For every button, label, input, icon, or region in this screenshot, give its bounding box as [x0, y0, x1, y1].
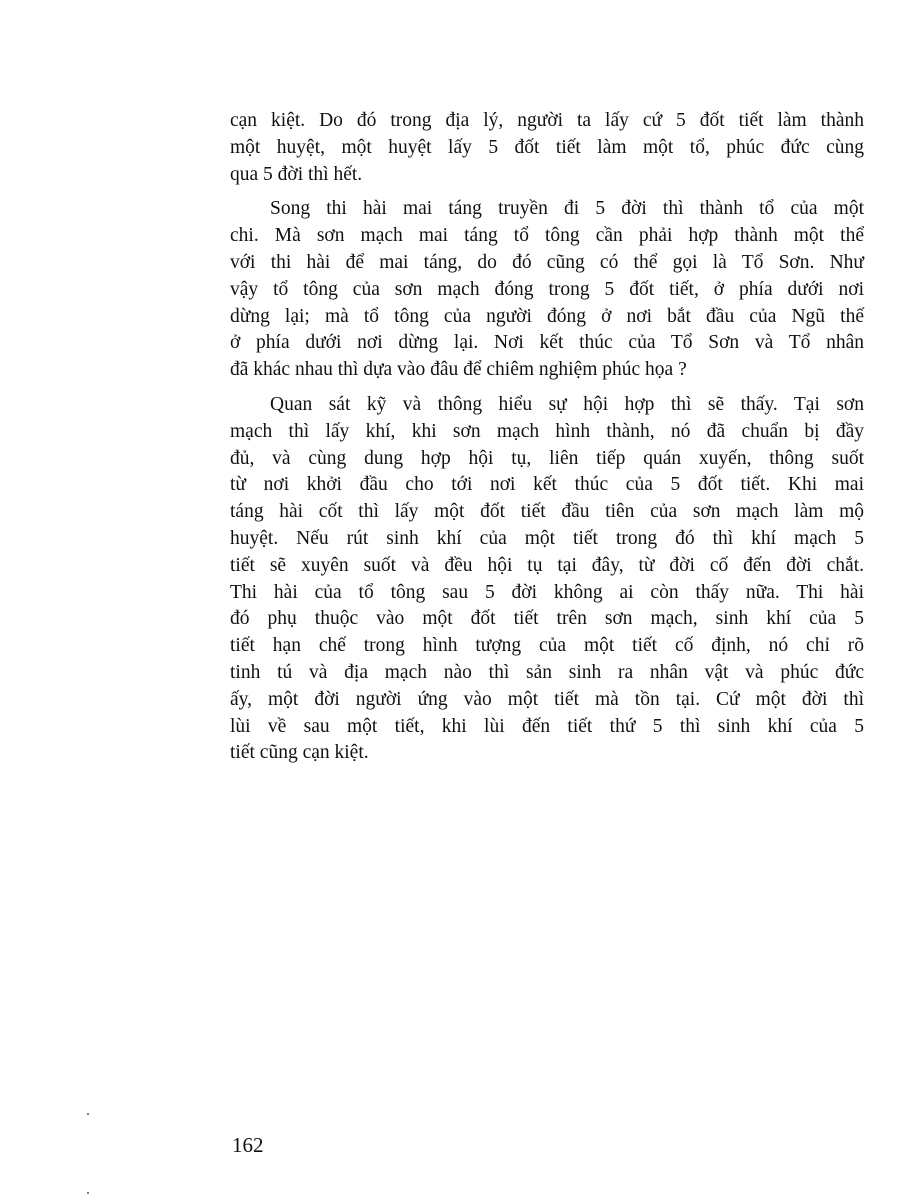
text-line: chi. Mà sơn mạch mai táng tổ tông cần phải hợp thành một thể — [230, 225, 864, 247]
text-line: ấy, một đời người ứng vào một tiết mà tồn tại. Cứ một đời thì — [230, 688, 864, 710]
scan-speck — [87, 1192, 89, 1194]
body-text — [230, 108, 864, 767]
text-line: một huyệt, một huyệt lấy 5 đốt tiết làm một tổ, phúc đức cùng — [230, 136, 864, 158]
text-line: vậy tổ tông của sơn mạch đóng trong 5 đốt tiết, ở phía dưới nơi — [230, 278, 864, 300]
text-line: táng hài cốt thì lấy một đốt tiết đầu tiên của sơn mạch làm mộ — [230, 501, 864, 523]
paragraph-1 — [230, 108, 864, 188]
text-line: qua 5 đời thì hết. — [230, 163, 363, 185]
text-line: Quan sát kỹ và thông hiểu sự hội hợp thì sẽ thấy. Tại sơn — [270, 393, 864, 415]
text-line: tinh tú và địa mạch nào thì sản sinh ra nhân vật và phúc đức — [230, 661, 864, 683]
text-line: tiết hạn chế trong hình tượng của một tiết cố định, nó chỉ rõ — [230, 635, 864, 657]
text-line: ở phía dưới nơi dừng lại. Nơi kết thúc của Tổ Sơn và Tổ nhân — [230, 332, 864, 354]
text-line: cạn kiệt. Do đó trong địa lý, người ta lấy cứ 5 đốt tiết làm thành — [230, 110, 864, 131]
text-line: tiết cũng cạn kiệt. — [230, 742, 369, 764]
page-number: 162 — [232, 1133, 264, 1157]
text-line: lùi về sau một tiết, khi lùi đến tiết thứ 5 thì sinh khí của 5 — [230, 715, 864, 737]
text-line: đã khác nhau thì dựa vào đâu để chiêm nghiệm phúc họa ? — [230, 359, 687, 381]
text-line: Thi hài của tổ tông sau 5 đời không ai còn thấy nữa. Thi hài — [230, 581, 864, 603]
text-line: từ nơi khởi đầu cho tới nơi kết thúc của 5 đốt tiết. Khi mai — [230, 474, 864, 496]
text-line: tiết sẽ xuyên suốt và đều hội tụ tại đây, từ đời cố đến đời chắt. — [230, 554, 864, 576]
text-line: Song thi hài mai táng truyền đi 5 đời thì thành tổ của một — [270, 198, 864, 220]
paragraph-2 — [230, 196, 864, 384]
text-line: đó phụ thuộc vào một đốt tiết trên sơn mạch, sinh khí của 5 — [230, 608, 864, 630]
text-line: dừng lại; mà tổ tông của người đóng ở nơi bắt đầu của Ngũ thế — [230, 305, 864, 327]
scan-speck — [87, 1113, 89, 1115]
paragraph-3 — [230, 392, 864, 767]
text-line: huyệt. Nếu rút sinh khí của một tiết trong đó thì khí mạch 5 — [230, 527, 864, 549]
text-line: với thi hài để mai táng, do đó cũng có thể gọi là Tổ Sơn. Như — [230, 251, 864, 273]
text-line: đủ, và cùng dung hợp hội tụ, liên tiếp quán xuyến, thông suốt — [230, 447, 864, 469]
text-line: mạch thì lấy khí, khi sơn mạch hình thành, nó đã chuẩn bị đầy — [230, 420, 864, 442]
